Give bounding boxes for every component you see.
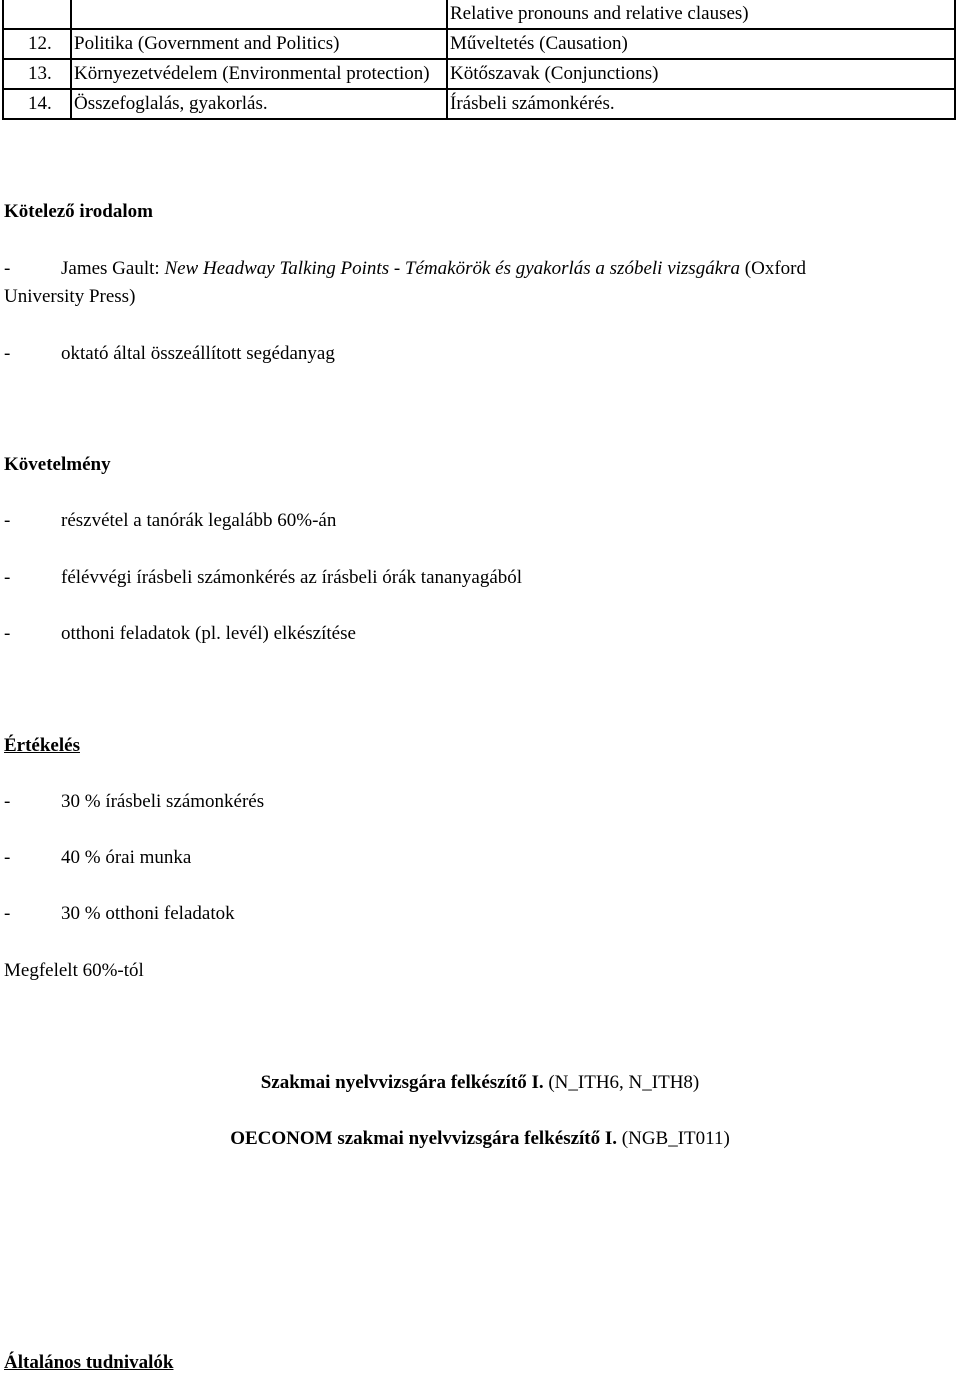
requirement-item: [4, 564, 522, 592]
book-publisher: (Oxford: [740, 258, 806, 279]
row-number: [3, 0, 71, 29]
book-publisher-cont: University Press): [4, 286, 136, 307]
table-row: [3, 59, 955, 89]
bullet-dash: -: [4, 623, 11, 644]
bullet-dash: -: [4, 510, 11, 531]
evaluation-text: 40 % órai munka: [61, 847, 192, 868]
bullet-dash: -: [4, 567, 11, 588]
evaluation-heading: Értékelés: [4, 735, 80, 756]
row-number: 13.: [3, 59, 71, 89]
topic-cell: Környezetvédelem (Environmental protection): [71, 59, 447, 89]
table-row: [3, 89, 955, 119]
requirement-item: [4, 507, 336, 535]
literature-item-2: [4, 340, 335, 368]
bullet-dash: -: [4, 791, 11, 812]
requirements-heading: Követelmény: [4, 454, 111, 475]
requirement-text: félévvégi írásbeli számonkérés az írásbeli órák tananyagából: [61, 567, 523, 588]
bullet-dash: -: [4, 343, 11, 364]
evaluation-text: 30 % otthoni feladatok: [61, 903, 235, 924]
literature-heading: Kötelező irodalom: [4, 201, 153, 222]
course-title-1-code: (N_ITH6, N_ITH8): [543, 1072, 700, 1093]
syllabus-table: [2, 0, 956, 120]
grammar-cell: Írásbeli számonkérés.: [447, 89, 955, 119]
literature-item-text: oktató által összeállított segédanyag: [61, 343, 335, 364]
grammar-cell: Kötőszavak (Conjunctions): [447, 59, 955, 89]
table-row: [3, 0, 955, 29]
evaluation-item: [4, 900, 235, 928]
topic-cell: Összefoglalás, gyakorlás.: [71, 89, 447, 119]
evaluation-text: 30 % írásbeli számonkérés: [61, 791, 265, 812]
evaluation-item: [4, 844, 191, 872]
course-title-2-name: OECONOM szakmai nyelvvizsgára felkészítő I.: [230, 1128, 618, 1149]
literature-item-1: [4, 255, 954, 311]
table-row: [3, 29, 955, 59]
topic-cell: Politika (Government and Politics): [71, 29, 447, 59]
book-author: James Gault:: [61, 258, 165, 279]
requirement-item: [4, 620, 356, 648]
course-title-1-name: Szakmai nyelvvizsgára felkészítő I.: [260, 1072, 544, 1093]
bullet-dash: -: [4, 847, 11, 868]
grammar-cell: Műveltetés (Causation): [447, 29, 955, 59]
bullet-dash: -: [4, 903, 11, 924]
course-title-2: [0, 1125, 960, 1153]
book-title: New Headway Talking Points - Témakörök és gyakorlás a szóbeli vizsgákra: [164, 258, 741, 279]
topic-cell: [71, 0, 447, 29]
grammar-cell: Relative pronouns and relative clauses): [447, 0, 955, 29]
course-title-1: [0, 1069, 960, 1097]
course-title-2-code: (NGB_IT011): [617, 1128, 730, 1149]
pass-threshold: Megfelelt 60%-tól: [4, 960, 144, 981]
row-number: 12.: [3, 29, 71, 59]
requirement-text: részvétel a tanórák legalább 60%-án: [61, 510, 337, 531]
requirement-text: otthoni feladatok (pl. levél) elkészítése: [61, 623, 356, 644]
bullet-dash: -: [4, 258, 11, 279]
row-number: 14.: [3, 89, 71, 119]
general-heading: Általános tudnivalók: [4, 1352, 174, 1373]
evaluation-item: [4, 788, 264, 816]
